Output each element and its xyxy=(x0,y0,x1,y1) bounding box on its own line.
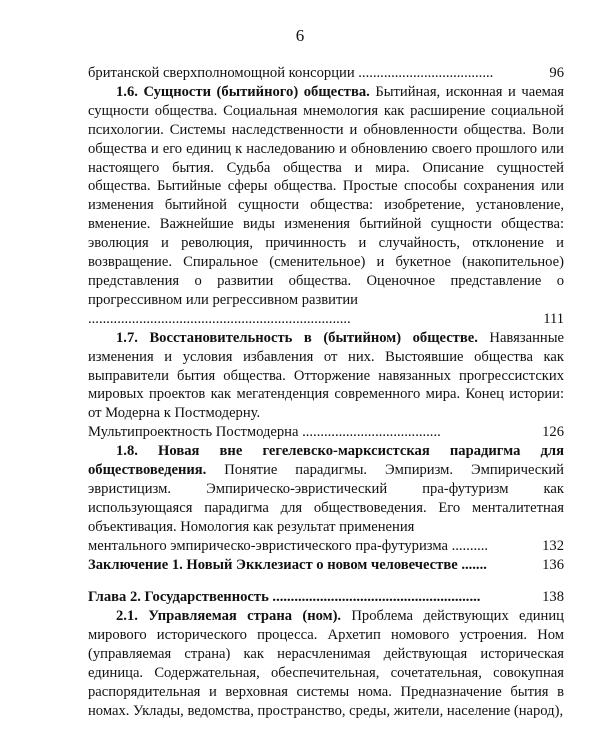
page-number: 6 xyxy=(295,26,305,45)
toc-chapter xyxy=(88,588,564,607)
toc-entry xyxy=(88,607,564,720)
toc-entry-heading: 1.7. Восстановительность в (бытийном) обществе. xyxy=(116,329,478,346)
toc-entry xyxy=(88,556,564,575)
toc-entry-last-line xyxy=(88,537,564,556)
toc-entry-last-line xyxy=(88,64,564,83)
toc-entry-text: ментального эмпирическо-эвристического пра-футуризма .......... xyxy=(88,537,489,554)
toc-page-number: 138 xyxy=(542,589,564,606)
toc-page-number: 132 xyxy=(542,537,564,554)
toc-entry-body: Понятие парадигмы. Эмпиризм. Эмпирический эвристицизм. Эмпирическо-эвристический пра-футуризм как использующаяся парадигма для обществоведения. Его менталитетная объективация. Номология как результат применения xyxy=(88,462,564,535)
toc-entry-leader: ........................................................................ xyxy=(88,310,351,327)
toc-entry-last-line xyxy=(88,556,564,575)
toc-entry-text: Мультипроектность Постмодерна ...................................... xyxy=(88,424,441,441)
toc-entry-description xyxy=(88,329,564,424)
toc-entry-last-line xyxy=(88,310,564,329)
toc-chapter-title: Глава 2. Государственность ......................................................... xyxy=(88,589,481,606)
toc-entry-last-line xyxy=(88,588,564,607)
toc-entry-heading: 1.6. Сущности (бытийного) общества. xyxy=(116,83,370,100)
toc-entry-body: Бытийная, исконная и чаемая сущности общества. Социальная мнемология как расширение социальной психологии. Системы наследственности и обновленности общества. Воли общества и его единиц к наследованию и обновлению своего прошлого или настоящего бытия. Судьба общества и мира. Описание сущностей общества. Бытийные сферы общества. Простые способы сохранения или изменения бытийной сущности общества: изобретение, установление, вменение. Важнейшие виды изменения бытийной сущности общества: эволюция и революция, причинность и случайность, отклонение и возвращение. Спиральное (сменительное) и букетное (накопительное) представления о развитии общества. Оценочное представление о прогрессивном или регрессивном развитии xyxy=(88,83,564,308)
toc-entry-heading: 1.8. Новая вне гегелевско-марксистская парадигма для обществоведения. xyxy=(88,443,564,479)
toc-page-number: 136 xyxy=(542,556,564,573)
toc-conclusion-title: Заключение 1. Новый Экклезиаст о новом человечестве ....... xyxy=(88,556,487,573)
toc-page-number: 111 xyxy=(543,310,564,327)
toc-entry-description xyxy=(88,607,564,720)
toc-entry-description xyxy=(88,83,564,310)
toc-page-number: 126 xyxy=(542,424,564,441)
toc-entry-heading: 2.1. Управляемая страна (ном). xyxy=(116,608,342,625)
toc-page-number: 96 xyxy=(549,65,564,81)
toc-entry-description xyxy=(88,442,564,537)
toc-entry xyxy=(88,83,564,329)
toc-entry xyxy=(88,64,564,83)
toc-entry xyxy=(88,329,564,442)
toc-entry-body: Навязанные изменения и условия избавления от них. Выстоявшие общества как выправители бытия общества. Отторжение навязанных прогрессистских мировых проектов как мегатенденция современного мира. Конец истории: от Модерна к Постмодерну. xyxy=(88,329,564,422)
toc-entry-text: британской сверхполномощной консорции ..................................... xyxy=(88,65,494,81)
chapter-spacer xyxy=(88,574,564,588)
toc-entry-body: Проблема действующих единиц мирового исторического процесса. Архетип номового устроения. Ном (управляемая страна) как нерасчленимая действующая историческая единица. Содержательная, обеспечительная, сочетательная, совокупная распорядительная и верховная системы нома. Предназначение бытия в номах. Уклады, ведомства, пространство, среды, жители, население (народ), xyxy=(88,608,564,719)
table-of-contents xyxy=(88,64,564,721)
toc-entry xyxy=(88,442,564,555)
toc-entry-last-line xyxy=(88,423,564,442)
